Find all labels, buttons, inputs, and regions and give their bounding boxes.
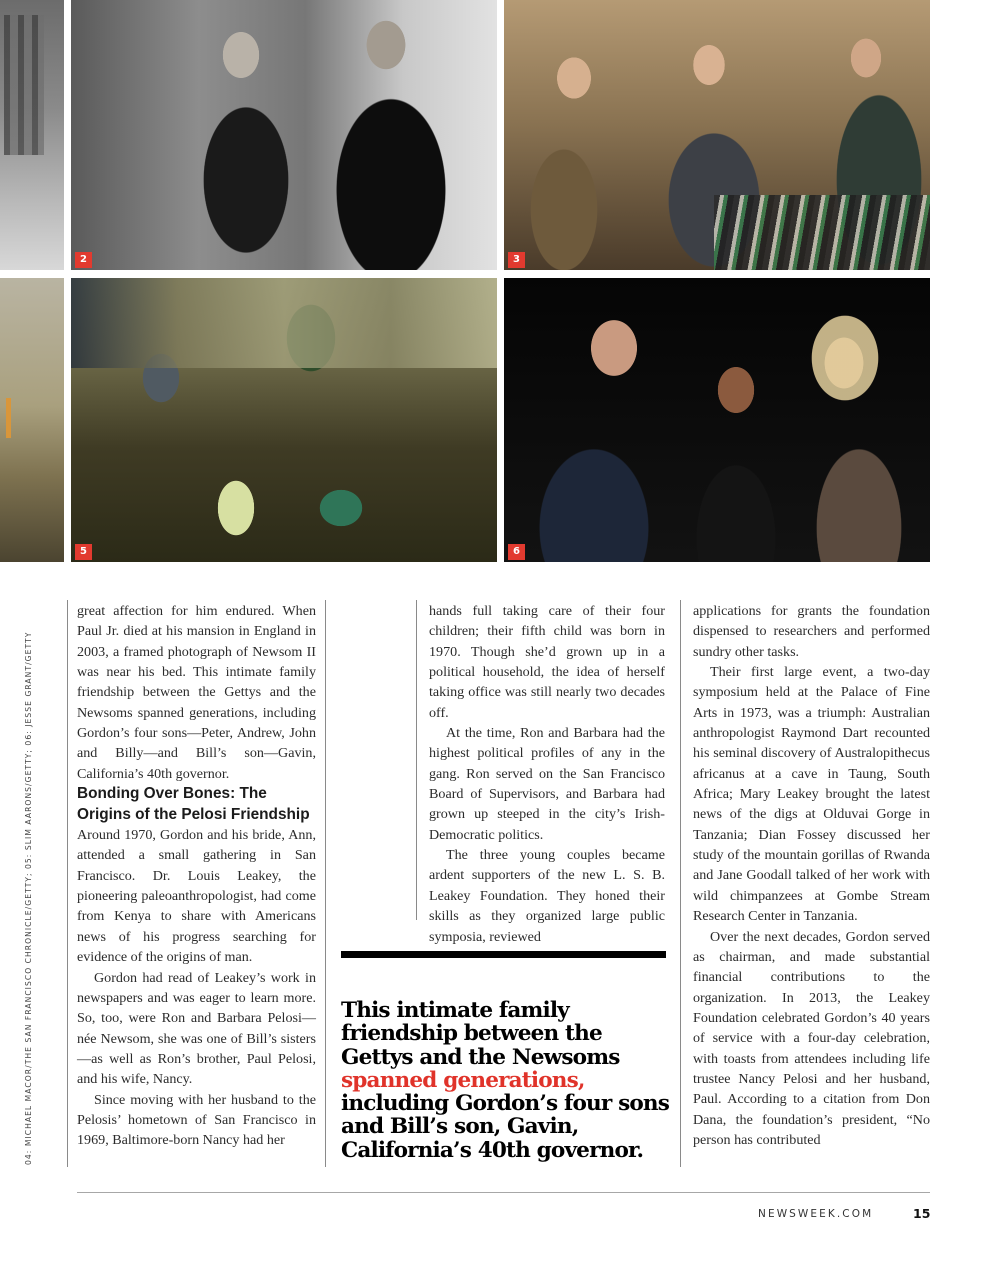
- photo-credit: 04: MICHAEL MACOR/THE SAN FRANCISCO CHRONICLE/GETTY; 05: SLIM AARONS/GETTY; 06: JESSE GRANT/GETTY: [24, 631, 33, 1165]
- column-rule: [67, 600, 68, 1167]
- column-rule: [325, 600, 326, 1167]
- paragraph: The three young couples became ardent supporters of the new L. S. B. Leakey Foundation. They honed their skills as they organized large public symposia, reviewed: [429, 847, 665, 945]
- photo-edge-building: [0, 0, 64, 270]
- paragraph: applications for grants the foundation dispensed to researchers and performed sundry other tasks.: [693, 603, 930, 660]
- paragraph: Gordon had read of Leakey’s work in newspapers and was eager to learn more. So, too, were Ron and Barbara Pelosi—née Newsom, she was one of Bill’s sisters—as well as Ron’s brother, Paul Pelosi, and his wife, Nancy.: [77, 969, 316, 1088]
- pullquote-text: including Gordon’s four sons and Bill’s son, Gavin, California’s 40th governor.: [341, 1091, 670, 1163]
- page-number: 15: [913, 1206, 931, 1221]
- paragraph: hands full taking care of their four children; their fifth child was born in 1970. Though she’d grown up in a political household, the idea of herself taking office was still nearly two decades off.: [429, 603, 665, 721]
- photo-3: [504, 0, 930, 270]
- photo-5: [71, 278, 497, 562]
- paragraph: At the time, Ron and Barbara had the highest political profiles of any in the gang. Ron served on the San Francisco Board of Supervisors, and Barbara had grown up steeped in the city’s Irish-Democratic politics.: [429, 725, 665, 843]
- footer-site: NEWSWEEK.COM: [758, 1208, 874, 1220]
- section-subhead: Bonding Over Bones: The Origins of the Pelosi Friendship: [77, 785, 310, 823]
- paragraph: Since moving with her husband to the Pelosis’ hometown of San Francisco in 1969, Baltimore-born Nancy had her: [77, 1091, 316, 1149]
- photo-number-badge: 3: [508, 252, 525, 268]
- photo-2: [71, 0, 497, 270]
- column-rule: [416, 600, 417, 920]
- photo-edge-interior: [0, 278, 64, 562]
- pullquote: [341, 999, 677, 1162]
- article-column-3: [693, 601, 930, 1150]
- paragraph: Around 1970, Gordon and his bride, Ann, attended a small gathering in San Francisco. Dr. Louis Leakey, the pioneering paleoanthropologist, had come from Kenya to share with Americans news of his progress searching for evidence of the origins of man.: [77, 827, 316, 966]
- pullquote-text: This intimate family friendship between the Gettys and the Newsoms: [341, 998, 620, 1070]
- photo-number-badge: 6: [508, 544, 525, 560]
- photo-number-badge: 2: [75, 252, 92, 268]
- photo-number-badge: 5: [75, 544, 92, 560]
- pullquote-rule: [341, 951, 666, 958]
- paragraph: great affection for him endured. When Paul Jr. died at his mansion in England in 2003, a framed photograph of Newsom II was near his bed. This intimate family friendship between the Gettys and the Newsoms spanned generations, including Gordon’s four sons—Peter, Andrew, John and Billy—and Bill’s son—Gavin, California’s 40th governor.: [77, 603, 316, 782]
- article-column-2: [429, 601, 665, 947]
- paragraph: Over the next decades, Gordon served as chairman, and made substantial financial contributions to the organization. In 2013, the Leakey Foundation celebrated Gordon’s 40 years of service with a four-day celebration, with toasts from attendees including life trustee Nancy Pelosi and her husband, Paul. According to a citation from Don Dana, the foundation’s president, “No person has contributed: [693, 928, 930, 1148]
- photo-6: [504, 278, 930, 562]
- pullquote-highlight: spanned generations,: [341, 1067, 585, 1093]
- footer-rule: [77, 1192, 930, 1193]
- article-column-1: [77, 601, 316, 1151]
- column-rule: [680, 600, 681, 1167]
- paragraph: Their first large event, a two-day symposium held at the Palace of Fine Arts in 1973, was a triumph: Australian anthropologist Raymond Dart recounted his seminal discovery of Australopithecus africanus at a cave in Taung, South Africa; Mary Leakey brought the latest news of the digs at Olduvai Gorge in Tanzania; Dian Fossey discussed her study of the mountain gorillas of Rwanda and Jane Goodall talked of her work with wild chimpanzees at Gombe Stream Research Center in Tanzania.: [693, 664, 930, 925]
